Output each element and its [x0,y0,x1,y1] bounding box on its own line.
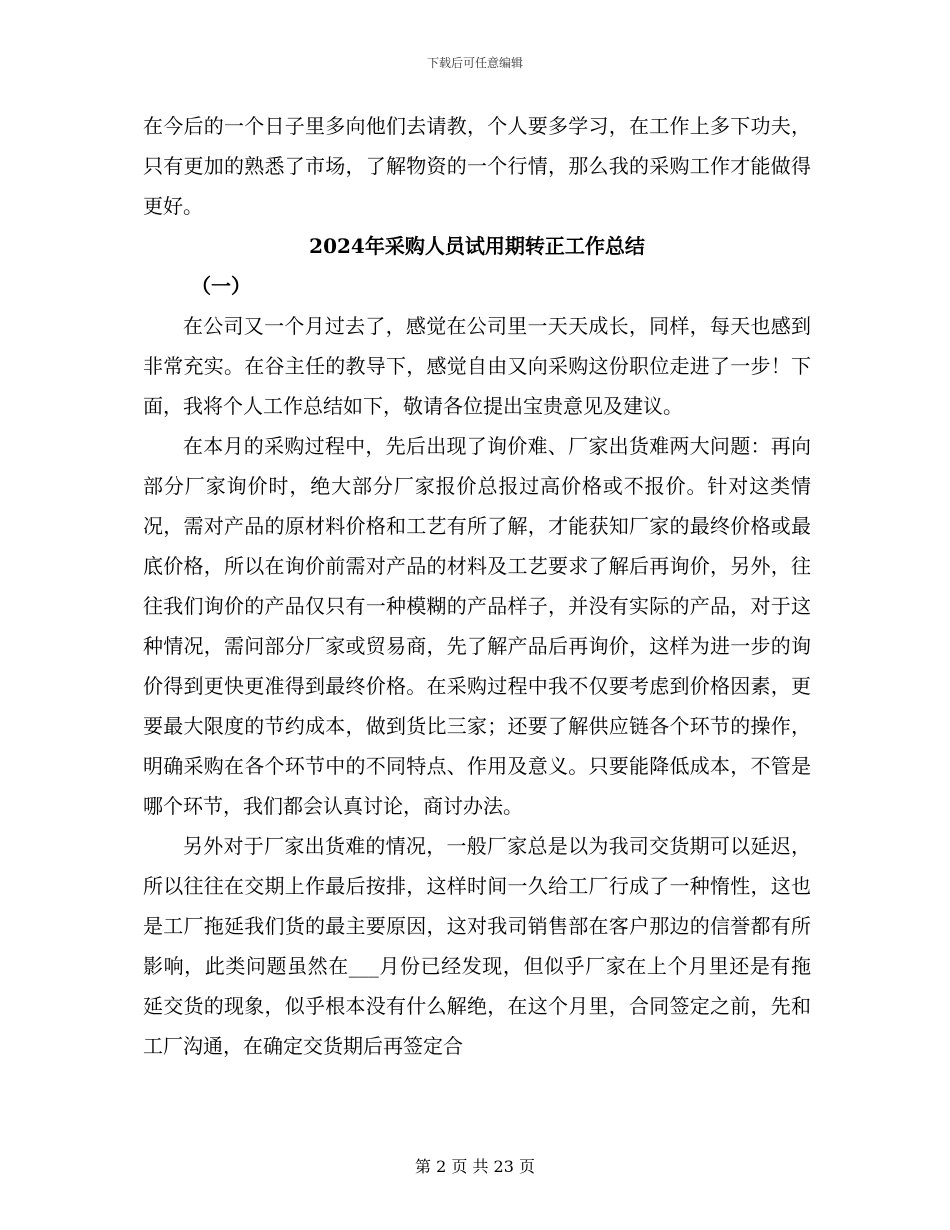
body-paragraph-2: 在本月的采购过程中，先后出现了询价难、厂家出货难两大问题：再向部分厂家询价时，绝大部分厂家报价总报过高价格或不报价。针对这类情况，需对产品的原材料价格和工艺有所了解，才能获知厂家的最终价格或最底价格，所以在询价前需对产品的材料及工艺要求了解后再询价，另外，往往我们询价的产品仅只有一种模糊的产品样子，并没有实际的产品，对于这种情况，需问部分厂家或贸易商，先了解产品后再询价，这样为进一步的询价得到更快更准得到最终价格。在采购过程中我不仅要考虑到价格因素，更要最大限度的节约成本，做到货比三家；还要了解供应链各个环节的操作，明确采购在各个环节中的不同特点、作用及意义。只要能降低成本，不管是哪个环节，我们都会认真讨论，商讨办法。 [143,434,811,818]
page-number: 第 2 页 共 23 页 [415,1157,535,1176]
section-label: （一） [191,274,251,298]
body-paragraph-3: 另外对于厂家出货难的情况，一般厂家总是以为我司交货期可以延迟，所以往往在交期上作最后按排，这样时间一久给工厂行成了一种惰性，这也是工厂拖延我们货的最主要原因，这对我司销售部在客户那边的信誉都有所影响，此类问题虽然在___月份已经发现，但似乎厂家在上个月里还是有拖延交货的现象，似乎根本没有什么解绝，在这个月里，合同签定之前，先和工厂沟通，在确定交货期后再签定合 [143,834,811,1058]
intro-paragraph: 在今后的一个日子里多向他们去请教，个人要多学习，在工作上多下功夫，只有更加的熟悉了市场，了解物资的一个行情，那么我的采购工作才能做得更好。 [143,114,811,218]
document-title: 2024年采购人员试用期转正工作总结 [309,234,645,258]
body-paragraph-1: 在公司又一个月过去了，感觉在公司里一天天成长，同样，每天也感到非常充实。在谷主任的教导下，感觉自由又向采购这份职位走进了一步！下面，我将个人工作总结如下，敬请各位提出宝贵意见及建议。 [143,314,811,418]
page-header: 下载后可任意编辑 [426,56,523,70]
document-body [143,106,811,1066]
